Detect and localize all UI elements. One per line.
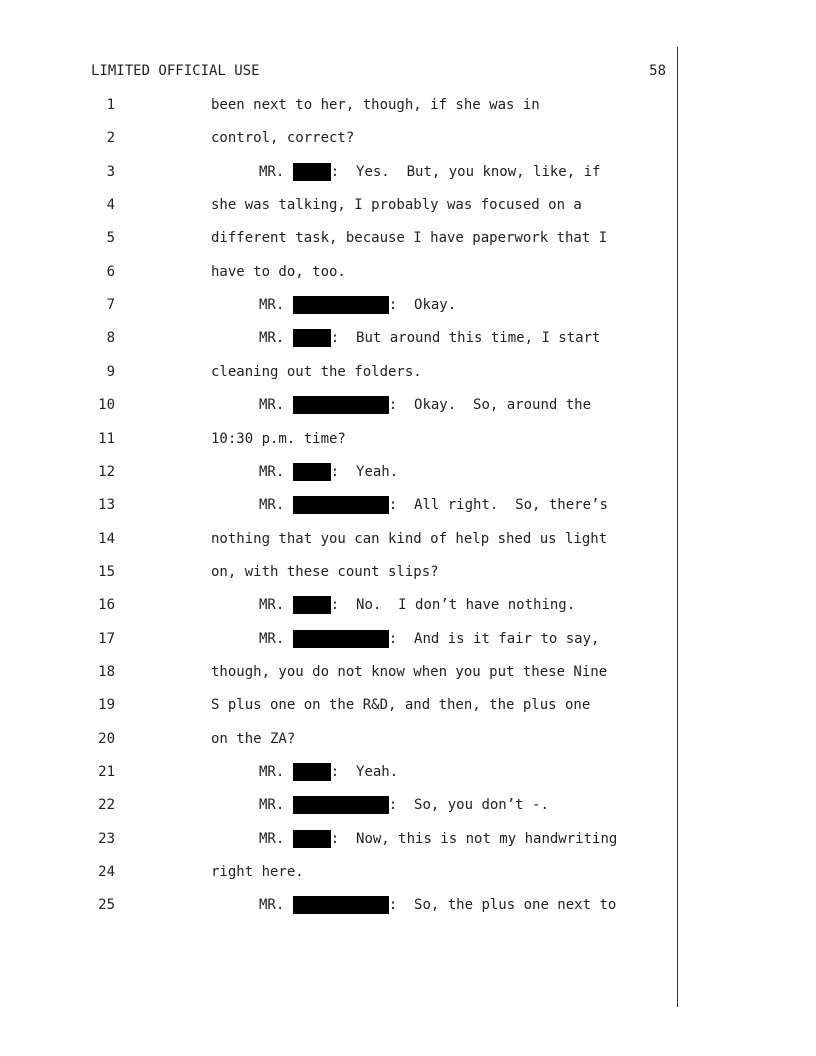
line-number: 4 [106,197,115,213]
line-text [259,396,591,414]
line-number: 8 [106,330,115,346]
line-content: have to do, too. [211,264,346,280]
line-text [259,896,616,914]
line-text [259,163,600,181]
line-number: 3 [106,164,115,180]
transcript-line [0,163,816,181]
line-content: : So, you don’t -. [388,797,549,813]
line-text [211,129,354,147]
speaker-label: MR. [259,831,285,847]
line-number: 20 [98,731,115,747]
line-number: 1 [106,97,115,113]
line-text [211,196,582,214]
transcript-line [0,830,816,848]
transcript-line [0,530,816,548]
line-content: : Okay. So, around the [388,397,592,413]
redaction-box [293,896,389,914]
line-content: : No. I don’t have nothing. [330,597,576,613]
speaker-label: MR. [259,297,285,313]
speaker-label: MR. [259,497,285,513]
line-number: 19 [98,697,115,713]
line-number: 18 [98,664,115,680]
line-content: on the ZA? [211,731,296,747]
redaction-box [293,763,331,781]
line-content: control, correct? [211,130,355,146]
redaction-box [293,630,389,648]
line-number: 15 [98,564,115,580]
line-text [211,530,607,548]
line-text [259,296,456,314]
speaker-label: MR. [259,897,285,913]
transcript-line [0,496,816,514]
line-text [259,329,600,347]
transcript-line [0,329,816,347]
transcript-line [0,263,816,281]
line-content: right here. [211,864,304,880]
line-content: cleaning out the folders. [211,364,422,380]
redaction-box [293,830,331,848]
line-number: 14 [98,531,115,547]
redaction-box [293,796,389,814]
transcript-line [0,796,816,814]
transcript-line [0,430,816,448]
line-text [211,263,346,281]
line-content: been next to her, though, if she was in [211,97,540,113]
line-content: : Now, this is not my handwriting [330,831,618,847]
transcript-line [0,763,816,781]
redaction-box [293,463,331,481]
line-text [259,596,575,614]
line-text [211,696,590,714]
speaker-label: MR. [259,764,285,780]
line-number: 12 [98,464,115,480]
redaction-box [293,596,331,614]
page-number: 58 [649,63,666,79]
speaker-label: MR. [259,164,285,180]
speaker-label: MR. [259,464,285,480]
transcript-line [0,596,816,614]
line-text [259,496,608,514]
line-content: : Yeah. [330,464,399,480]
line-text [211,863,304,881]
line-number: 10 [98,397,115,413]
line-text [211,363,422,381]
transcript-line [0,96,816,114]
line-number: 16 [98,597,115,613]
line-content: : Okay. [388,297,457,313]
line-content: : Yeah. [330,764,399,780]
redaction-box [293,296,389,314]
transcript-line [0,396,816,414]
line-content: : Yes. But, you know, like, if [330,164,601,180]
line-content: : And is it fair to say, [388,631,600,647]
line-content: 10:30 p.m. time? [211,431,346,447]
line-text [211,730,295,748]
transcript-line [0,296,816,314]
line-number: 24 [98,864,115,880]
line-number: 25 [98,897,115,913]
line-number: 13 [98,497,115,513]
line-content: though, you do not know when you put these Nine [211,664,608,680]
line-number: 5 [106,230,115,246]
line-content: : But around this time, I start [330,330,601,346]
line-content: : So, the plus one next to [388,897,617,913]
line-content: nothing that you can kind of help shed us light [211,531,608,547]
line-content: S plus one on the R&D, and then, the plus one [211,697,591,713]
line-text [259,796,549,814]
line-text [259,463,398,481]
line-number: 11 [98,431,115,447]
speaker-label: MR. [259,330,285,346]
transcript-line [0,363,816,381]
line-number: 6 [106,264,115,280]
line-text [211,229,607,247]
speaker-label: MR. [259,397,285,413]
line-text [259,763,398,781]
line-content: she was talking, I probably was focused on a [211,197,582,213]
line-number: 2 [106,130,115,146]
transcript-line [0,563,816,581]
speaker-label: MR. [259,631,285,647]
line-text [211,430,346,448]
line-number: 9 [106,364,115,380]
transcript-line [0,463,816,481]
line-content: on, with these count slips? [211,564,439,580]
speaker-label: MR. [259,597,285,613]
line-number: 23 [98,831,115,847]
transcript-line [0,863,816,881]
redaction-box [293,329,331,347]
transcript-line [0,630,816,648]
line-number: 21 [98,764,115,780]
redaction-box [293,163,331,181]
redaction-box [293,496,389,514]
line-number: 17 [98,631,115,647]
speaker-label: MR. [259,797,285,813]
redaction-box [293,396,389,414]
transcript-line [0,196,816,214]
line-content: different task, because I have paperwork that I [211,230,608,246]
line-text [211,563,439,581]
transcript-line [0,663,816,681]
line-text [211,96,540,114]
page-header-classification: LIMITED OFFICIAL USE [91,63,260,79]
line-text [259,630,599,648]
transcript-line [0,129,816,147]
line-text [259,830,617,848]
transcript-line [0,896,816,914]
line-number: 7 [106,297,115,313]
line-text [211,663,607,681]
line-content: : All right. So, there’s [388,497,608,513]
line-number: 22 [98,797,115,813]
transcript-line [0,696,816,714]
transcript-line [0,730,816,748]
transcript-line [0,229,816,247]
